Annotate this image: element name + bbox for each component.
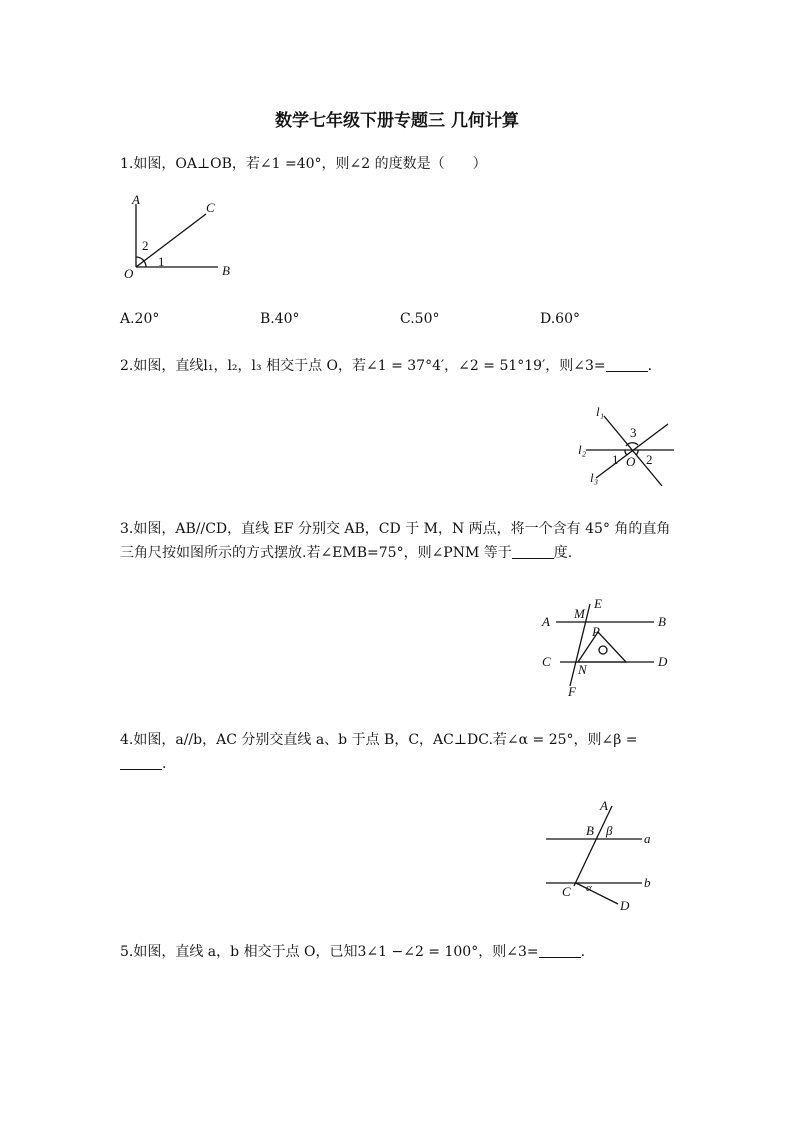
label-2: 2 — [142, 238, 149, 253]
label-A: A — [542, 614, 550, 629]
label-3: 3 — [630, 425, 637, 440]
option-d[interactable]: D.60° — [540, 311, 580, 327]
label-D: D — [620, 898, 630, 913]
label-l3: l₃ — [590, 470, 599, 485]
ruler-hole — [599, 646, 607, 654]
question-1 — [120, 152, 487, 176]
label-N: N — [578, 662, 587, 677]
figure-3 — [540, 592, 675, 700]
line-AC — [574, 806, 612, 886]
label-A: A — [600, 798, 608, 813]
question-2 — [120, 354, 652, 378]
answer-blank-5[interactable] — [539, 943, 581, 958]
question-5-text: 5.如图，直线 a，b 相交于点 O，已知3∠1 −∠2 = 100°，则∠3= — [120, 944, 539, 960]
triangle-ruler — [578, 632, 626, 662]
label-A: A — [132, 192, 140, 207]
figure-2 — [572, 402, 682, 490]
answer-blank-4[interactable] — [120, 755, 162, 770]
option-a[interactable]: A.20° — [120, 311, 160, 327]
page-title: 数学七年级下册专题三 几何计算 — [275, 111, 519, 131]
label-B: B — [586, 823, 594, 838]
question-4-text: 4.如图，a//b，AC 分别交直线 a、b 于点 B，C，AC⊥DC.若∠α = 25°，则∠β = — [120, 732, 638, 748]
question-5-end: . — [580, 944, 586, 960]
label-1: 1 — [158, 254, 165, 269]
label-a: a — [644, 831, 651, 846]
label-C: C — [562, 884, 571, 899]
answer-blank-3[interactable] — [512, 544, 554, 559]
label-M: M — [574, 606, 585, 621]
label-B: B — [658, 614, 666, 629]
label-E: E — [594, 596, 602, 611]
label-C: C — [542, 654, 551, 669]
figure-1 — [118, 192, 238, 284]
label-O: O — [626, 454, 636, 469]
question-2-end: . — [647, 358, 653, 374]
label-l1: l₁ — [596, 404, 605, 419]
label-alpha: α — [586, 882, 592, 894]
label-B: B — [222, 263, 230, 278]
question-3 — [120, 517, 680, 565]
label-C: C — [206, 200, 215, 215]
question-4-end: . — [162, 756, 167, 772]
question-2-text: 2.如图，直线l₁，l₂，l₃ 相交于点 O，若∠1 = 37°4′，∠2 = 51°19′，则∠3= — [120, 358, 606, 374]
question-3-end: 度. — [553, 545, 573, 561]
angle-1-arc — [144, 261, 146, 267]
question-4 — [120, 728, 680, 776]
question-3-text: 3.如图，AB//CD，直线 EF 分别交 AB，CD 于 M，N 两点，将一个含有 45° 角的直角三角尺按如图所示的方式摆放.若∠EMB=75°，则∠PNM 等于 — [120, 521, 671, 561]
question-1-text: 1.如图，OA⊥OB，若∠1 =40°，则∠2 的度数是（ ） — [120, 156, 487, 172]
question-5 — [120, 940, 585, 964]
line-CD — [576, 883, 618, 904]
answer-blank-2[interactable] — [606, 357, 648, 372]
angle-2-arc — [636, 450, 638, 455]
label-O: O — [124, 266, 134, 281]
label-2: 2 — [646, 452, 653, 467]
angle-2-arc — [136, 257, 144, 261]
label-F: F — [568, 684, 576, 699]
label-P: P — [592, 624, 600, 639]
option-b[interactable]: B.40° — [260, 311, 300, 327]
option-c[interactable]: C.50° — [400, 311, 440, 327]
label-D: D — [658, 654, 668, 669]
label-beta: β — [606, 823, 613, 838]
figure-4 — [540, 798, 665, 916]
label-1: 1 — [612, 452, 619, 467]
label-l2: l₂ — [578, 442, 587, 457]
label-b: b — [644, 875, 651, 890]
